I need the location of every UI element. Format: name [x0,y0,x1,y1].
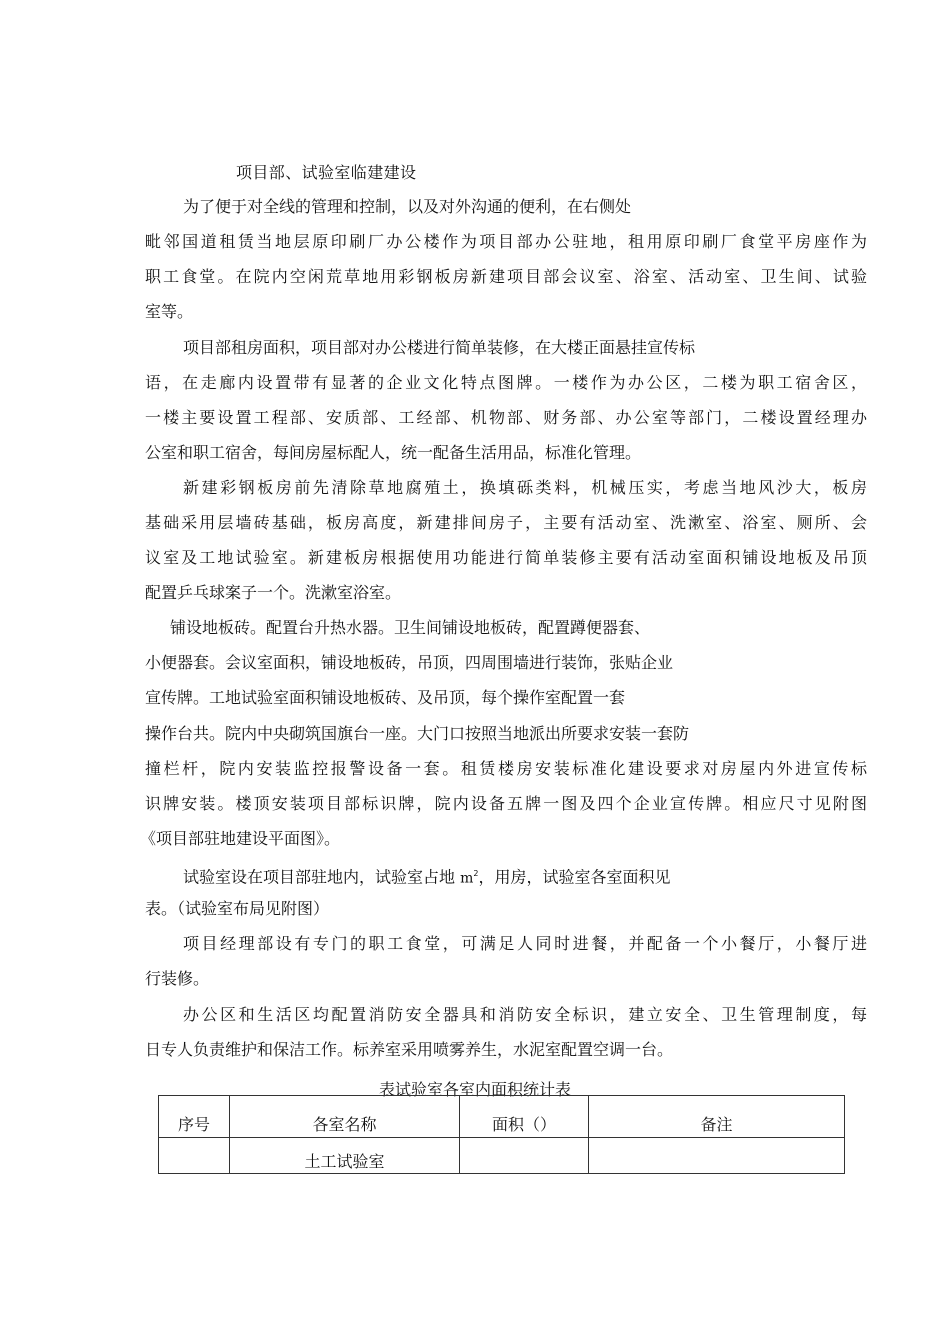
paragraph-line: 铺设地板砖。配置台升热水器。卫生间铺设地板砖，配置蹲便器套、 [170,618,651,637]
paragraph-line: 毗邻国道租赁当地层原印刷厂办公楼作为项目部办公驻地，租用原印刷厂食堂平房座作为 [145,232,867,251]
line-text-tail: ，用房，试验室各室面积见 [478,867,671,887]
paragraph-line: 行装修。 [145,969,210,988]
table-caption: 表试验室各室内面积统计表 [378,1080,571,1099]
paragraph-line: 为了便于对全线的管理和控制，以及对外沟通的便利，在右侧处 [183,197,632,216]
paragraph-line: 撞栏杆，院内安装监控报警设备一套。租赁楼房安装标准化建设要求对房屋内外进宣传标 [145,759,867,778]
header-cell-area: 面积（） [460,1096,589,1138]
paragraph-line: 基础采用层墙砖基础，板房高度，新建排间房子，主要有活动室、洗漱室、浴室、厕所、会 [145,513,867,532]
table-row [159,1138,845,1174]
table-header-row [159,1096,845,1138]
paragraph-line [183,864,671,888]
paragraph-line: 配置乒乓球案子一个。洗漱室浴室。 [145,583,402,602]
paragraph-line: 操作台共。院内中央砌筑国旗台一座。大门口按照当地派出所要求安装一套防 [145,724,690,743]
paragraph-line: 识牌安装。楼顶安装项目部标识牌，院内设备五牌一图及四个企业宣传牌。相应尺寸见附图 [145,794,867,813]
paragraph-line: 新建彩钢板房前先清除草地腐殖土，换填砾类料，机械压实，考虑当地风沙大，板房 [183,478,867,497]
header-cell-index: 序号 [159,1096,230,1138]
table-cell: 土工试验室 [230,1138,460,1174]
area-table [158,1095,845,1174]
unit-superscript: 2 [473,869,479,878]
paragraph-line: 一楼主要设置工程部、安质部、工经部、机物部、财务部、办公室等部门，二楼设置经理办 [145,408,867,427]
paragraph-line: 《项目部驻地建设平面图》。 [140,829,341,848]
paragraph-line: 项目经理部设有专门的职工食堂，可满足人同时进餐，并配备一个小餐厅，小餐厅进 [183,934,867,953]
line-text: 试验室设在项目部驻地内，试验室占地 [183,867,456,887]
paragraph-line: 项目部租房面积，项目部对办公楼进行简单装修，在大楼正面悬挂宣传标 [183,338,696,357]
paragraph-line: 职工食堂。在院内空闲荒草地用彩钢板房新建项目部会议室、浴室、活动室、卫生间、试验 [145,267,867,286]
header-cell-room-name: 各室名称 [230,1096,460,1138]
table-cell [589,1138,845,1174]
paragraph-line: 小便器套。会议室面积，铺设地板砖，吊顶，四周围墙进行装饰，张贴企业 [145,653,674,672]
table-cell [159,1138,230,1174]
area-unit: m [460,870,474,887]
paragraph-line: 语，在走廊内设置带有显著的企业文化特点图牌。一楼作为办公区，二楼为职工宿舍区， [145,373,867,392]
header-cell-remarks: 备注 [589,1096,845,1138]
section-heading: 项目部、试验室临建建设 [236,163,417,182]
paragraph-line: 日专人负责维护和保洁工作。标养室采用喷雾养生，水泥室配置空调一台。 [145,1040,674,1059]
table-cell [460,1138,589,1174]
paragraph-line: 表。（试验室布局见附图） [145,899,330,918]
paragraph-line: 议室及工地试验室。新建板房根据使用功能进行简单装修主要有活动室面积铺设地板及吊顶 [145,548,867,567]
paragraph-line: 办公区和生活区均配置消防安全器具和消防安全标识，建立安全、卫生管理制度，每 [183,1005,867,1024]
paragraph-line: 宣传牌。工地试验室面积铺设地板砖、及吊顶，每个操作室配置一套 [145,688,626,707]
paragraph-line: 室等。 [145,302,194,321]
paragraph-line: 公室和职工宿舍，每间房屋标配人，统一配备生活用品，标准化管理。 [145,443,642,462]
